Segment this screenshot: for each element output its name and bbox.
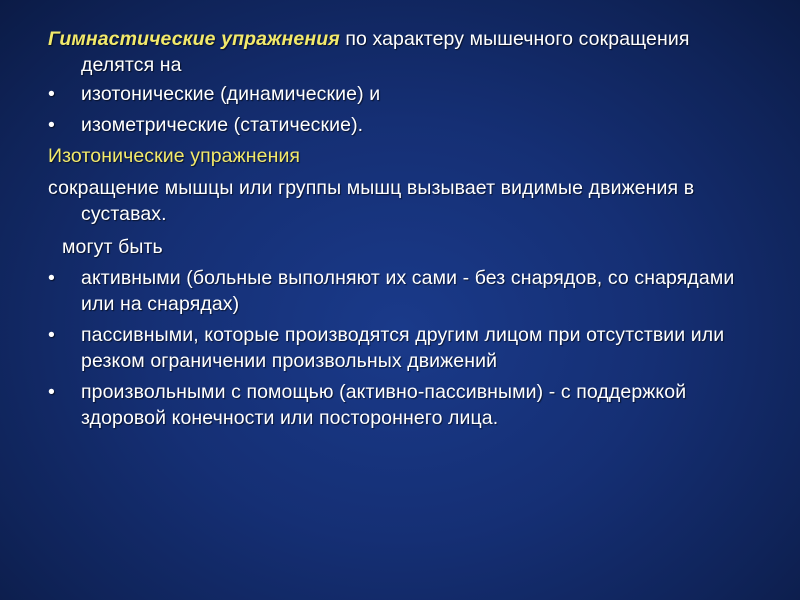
kind-label: активными (больные выполняют их сами - без снарядов, со снарядами или на снарядах) xyxy=(81,267,735,315)
type-bullet-isometric xyxy=(48,112,768,138)
kind-bullet-passive xyxy=(48,322,768,374)
isotonic-heading: Изотонические упражнения xyxy=(48,145,301,167)
bullet-icon: • xyxy=(48,83,55,105)
kind-label: пассивными, которые производятся другим лицом при отсутствии или резком ограничении произвольных движений xyxy=(81,324,725,372)
can-be-label: могут быть xyxy=(62,236,163,258)
kind-bullet-assisted xyxy=(48,379,768,431)
definition-paragraph: сокращение мышцы или группы мышц вызывает видимые движения в суставах. xyxy=(48,177,695,225)
bullet-icon: • xyxy=(48,381,55,403)
intro-paragraph xyxy=(48,26,768,78)
type-bullet-isotonic xyxy=(48,81,768,107)
bullet-icon: • xyxy=(48,114,55,136)
intro-term: Гимнастические упражнения xyxy=(48,28,340,50)
bullet-icon: • xyxy=(48,267,55,289)
intro-text: по характеру мышечного сокращения делятся на xyxy=(81,28,690,76)
type-label: изотонические (динамические) и xyxy=(81,83,381,105)
bullet-icon: • xyxy=(48,324,55,346)
slide-content xyxy=(48,26,768,436)
kind-label: произвольными с помощью (активно-пассивными) - с поддержкой здоровой конечности или постороннего лица. xyxy=(81,381,687,429)
type-label: изометрические (статические). xyxy=(81,114,364,136)
kind-bullet-active xyxy=(48,265,768,317)
